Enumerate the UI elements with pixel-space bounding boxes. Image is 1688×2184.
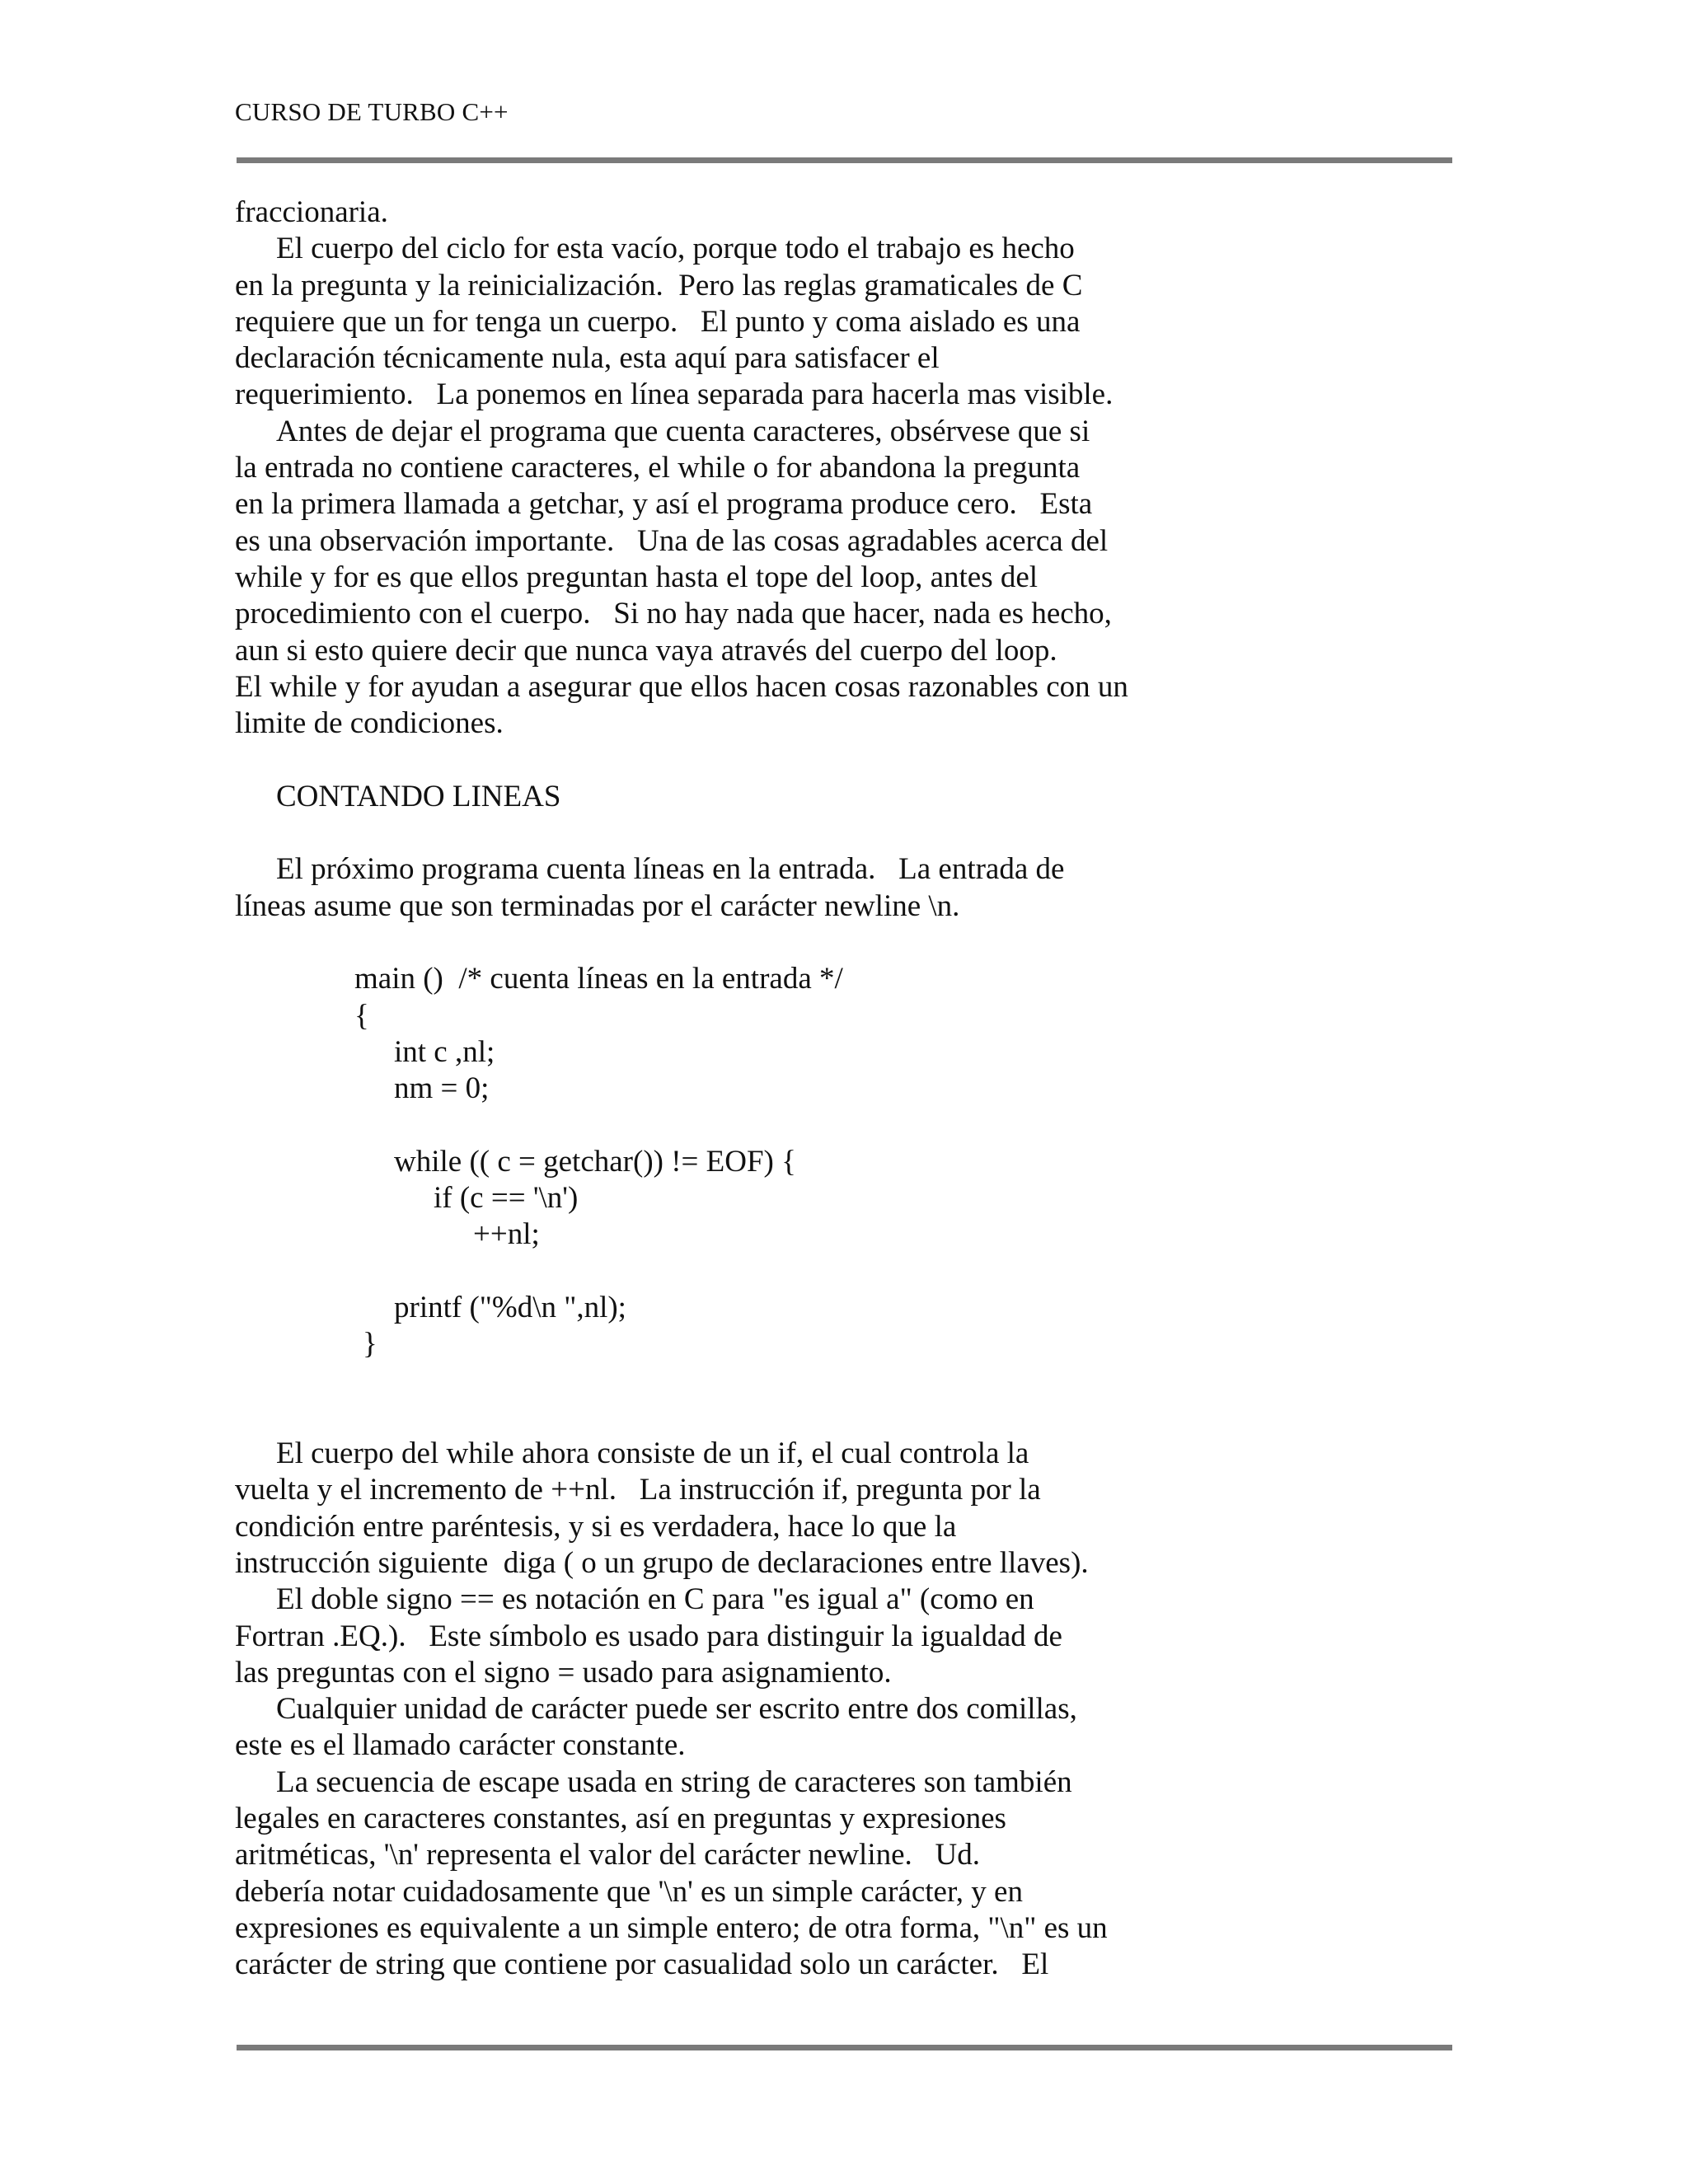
footer-rule <box>237 2045 1452 2050</box>
blank-line <box>354 1254 1455 1290</box>
text-line: en la pregunta y la reinicialización. Pero las reglas gramaticales de C <box>235 268 1083 302</box>
code-line: nm = 0; <box>394 1071 490 1106</box>
running-header: CURSO DE TURBO C++ <box>235 97 509 126</box>
code-line: ++nl; <box>473 1217 540 1252</box>
text-line: debería notar cuidadosamente que '\n' es un simple carácter, y en <box>235 1874 1023 1909</box>
text-line: en la primera llamada a getchar, y así el programa produce cero. Esta <box>235 487 1093 522</box>
text-line: while y for es que ellos preguntan hasta el tope del loop, antes del <box>235 560 1039 594</box>
blank-line <box>235 925 1455 961</box>
text-line: requiere que un for tenga un cuerpo. El punto y coma aislado es una <box>235 304 1081 339</box>
text-line: Antes de dejar el programa que cuenta caracteres, obsérvese que si <box>276 414 1090 448</box>
code-line: main () /* cuenta líneas en la entrada */ <box>354 962 843 996</box>
blank-line <box>235 1363 1455 1399</box>
code-line: { <box>354 998 369 1033</box>
text-line: vuelta y el incremento de ++nl. La instrucción if, pregunta por la <box>235 1473 1041 1507</box>
text-line: El cuerpo del ciclo for esta vacío, porque todo el trabajo es hecho <box>276 232 1075 266</box>
blank-line <box>235 1399 1455 1436</box>
blank-line <box>235 815 1455 851</box>
text-line: fraccionaria. <box>235 195 388 229</box>
code-line: printf ("%d\n ",nl); <box>394 1290 626 1324</box>
text-line: declaración técnicamente nula, esta aquí para satisfacer el <box>235 341 940 376</box>
text-line: El próximo programa cuenta líneas en la entrada. La entrada de <box>276 852 1065 887</box>
page-body <box>235 194 1455 1984</box>
code-line: } <box>363 1327 377 1361</box>
text-line: aritméticas, '\n' representa el valor del carácter newline. Ud. <box>235 1838 980 1872</box>
text-line: legales en caracteres constantes, así en preguntas y expresiones <box>235 1802 1006 1836</box>
text-line: El cuerpo del while ahora consiste de un if, el cual controla la <box>276 1436 1029 1471</box>
text-line: las preguntas con el signo = usado para asignamiento. <box>235 1655 892 1690</box>
text-line: La secuencia de escape usada en string de caracteres son también <box>276 1765 1072 1799</box>
text-line: Fortran .EQ.). Este símbolo es usado para distinguir la igualdad de <box>235 1619 1062 1653</box>
code-line: if (c == '\n') <box>434 1181 579 1216</box>
text-line: este es el llamado carácter constante. <box>235 1728 686 1763</box>
text-line: Cualquier unidad de carácter puede ser escrito entre dos comillas, <box>276 1692 1077 1727</box>
section-heading: CONTANDO LINEAS <box>276 779 561 813</box>
header-rule <box>237 157 1452 163</box>
text-line: aun si esto quiere decir que nunca vaya através del cuerpo del loop. <box>235 633 1057 668</box>
text-line: instrucción siguiente diga ( o un grupo de declaraciones entre llaves). <box>235 1545 1089 1580</box>
text-line: carácter de string que contiene por casualidad solo un carácter. El <box>235 1947 1049 1982</box>
text-line: limite de condiciones. <box>235 706 504 741</box>
text-line: es una observación importante. Una de las cosas agradables acerca del <box>235 523 1109 558</box>
blank-line <box>354 1107 1455 1143</box>
code-line: while (( c = getchar()) != EOF) { <box>394 1144 796 1179</box>
text-line: El while y for ayudan a asegurar que ellos hacen cosas razonables con un <box>235 669 1128 704</box>
code-listing <box>235 961 1455 1362</box>
text-line: El doble signo == es notación en C para "es igual a" (como en <box>276 1582 1034 1617</box>
code-line: int c ,nl; <box>394 1034 495 1069</box>
blank-line <box>235 742 1455 778</box>
text-line: procedimiento con el cuerpo. Si no hay nada que hacer, nada es hecho, <box>235 597 1112 631</box>
text-line: expresiones es equivalente a un simple entero; de otra forma, "\n" es un <box>235 1910 1108 1945</box>
text-line: requerimiento. La ponemos en línea separada para hacerla mas visible. <box>235 377 1114 412</box>
text-line: condición entre paréntesis, y si es verdadera, hace lo que la <box>235 1509 957 1544</box>
text-line: líneas asume que son terminadas por el carácter newline \n. <box>235 888 960 923</box>
text-line: la entrada no contiene caracteres, el while o for abandona la pregunta <box>235 451 1081 485</box>
